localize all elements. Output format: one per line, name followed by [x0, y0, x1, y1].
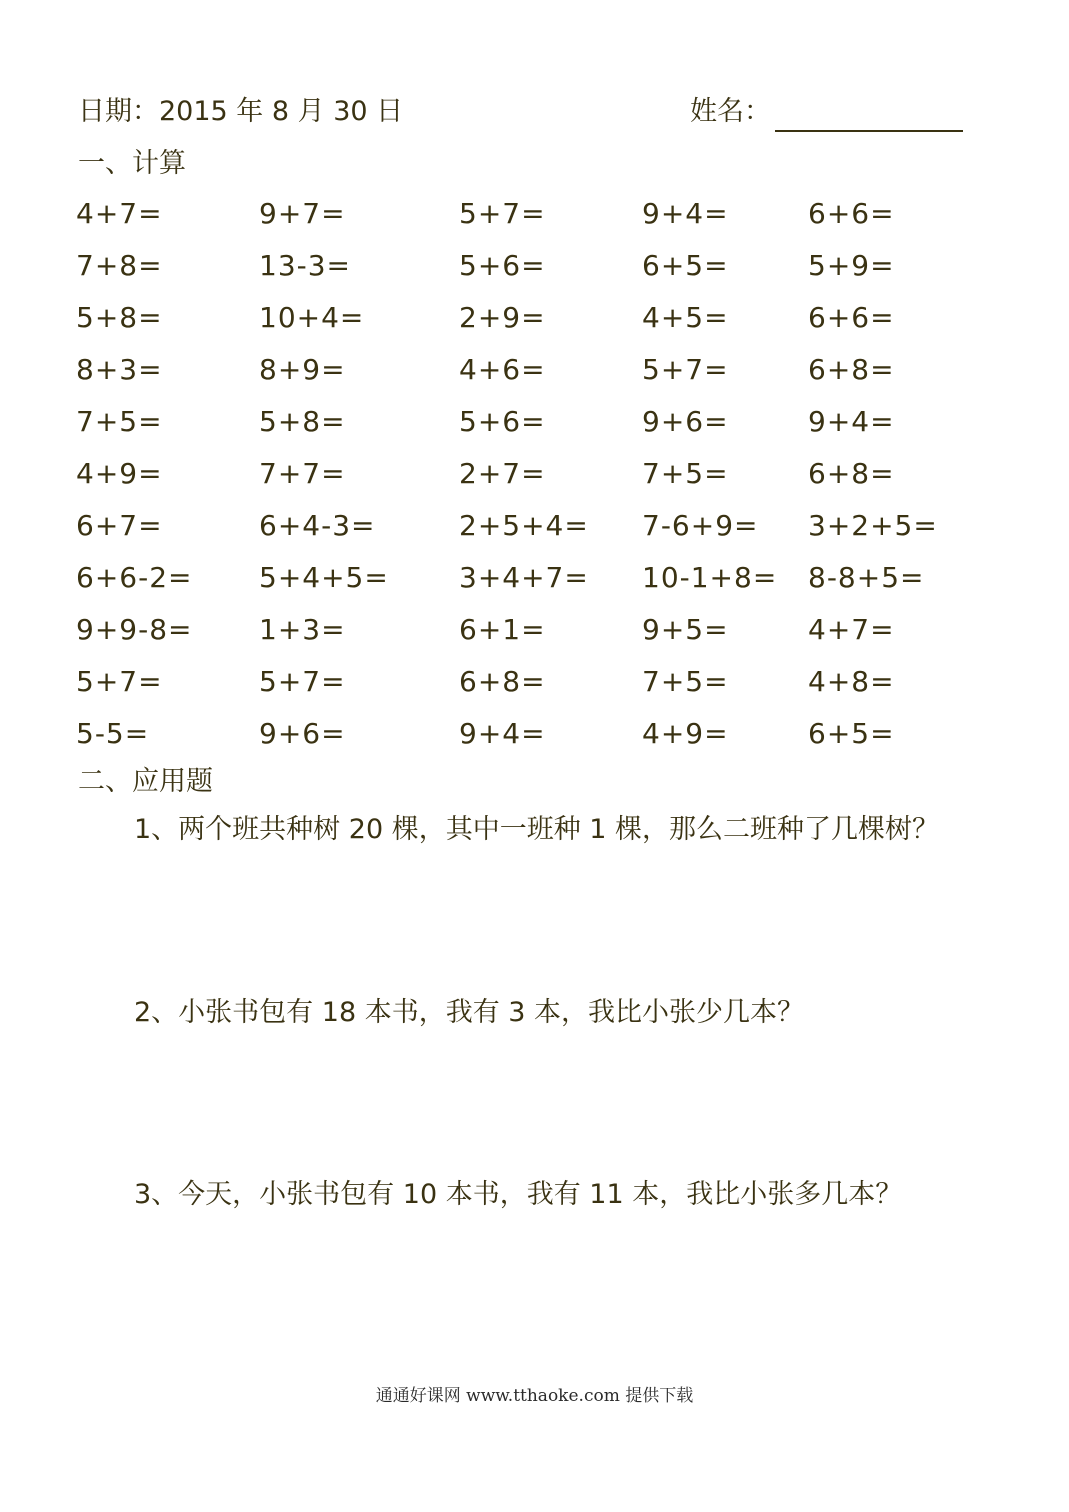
calc-problem: 7-6+9=: [642, 509, 759, 542]
calc-problem: 5+8=: [259, 405, 346, 438]
calc-row: [0, 608, 1069, 660]
calc-problem: 9+5=: [642, 613, 729, 646]
calc-problem: 10-1+8=: [642, 561, 778, 594]
calc-row: [0, 452, 1069, 504]
calculation-grid: [0, 192, 1069, 764]
calc-problem: 9+7=: [259, 197, 346, 230]
calc-problem: 8+9=: [259, 353, 346, 386]
name-label: 姓名：: [690, 96, 771, 127]
calc-row: [0, 192, 1069, 244]
calc-row: [0, 712, 1069, 764]
calc-problem: 1+3=: [259, 613, 346, 646]
calc-problem: 6+7=: [76, 509, 163, 542]
calc-problem: 4+5=: [642, 301, 729, 334]
calc-problem: 9+4=: [459, 717, 546, 750]
calc-problem: 2+5+4=: [459, 509, 589, 542]
calc-problem: 3+2+5=: [808, 509, 938, 542]
calc-problem: 4+8=: [808, 665, 895, 698]
calc-problem: 5+9=: [808, 249, 895, 282]
calc-problem: 6+1=: [459, 613, 546, 646]
calc-problem: 7+5=: [76, 405, 163, 438]
calc-problem: 10+4=: [259, 301, 365, 334]
calc-problem: 5+7=: [642, 353, 729, 386]
calc-problem: 6+6=: [808, 301, 895, 334]
calc-problem: 6+5=: [808, 717, 895, 750]
word-problem-3: 3、今天，小张书包有 10 本书，我有 11 本，我比小张多几本？: [134, 1179, 903, 1210]
calc-problem: 5+7=: [76, 665, 163, 698]
calc-problem: 6+8=: [808, 457, 895, 490]
calc-row: [0, 244, 1069, 296]
calc-row: [0, 348, 1069, 400]
calc-problem: 4+7=: [76, 197, 163, 230]
name-line: [690, 92, 963, 132]
calc-problem: 7+5=: [642, 665, 729, 698]
section-calc-title: 一、计算: [78, 148, 186, 179]
calc-row: [0, 504, 1069, 556]
calc-problem: 6+6=: [808, 197, 895, 230]
calc-problem: 5+7=: [459, 197, 546, 230]
word-problem-2: 2、小张书包有 18 本书，我有 3 本，我比小张少几本？: [134, 997, 805, 1028]
calc-problem: 5+7=: [259, 665, 346, 698]
calc-row: [0, 660, 1069, 712]
calc-problem: 5-5=: [76, 717, 150, 750]
calc-problem: 6+8=: [459, 665, 546, 698]
calc-problem: 7+5=: [642, 457, 729, 490]
calc-problem: 13-3=: [259, 249, 352, 282]
calc-problem: 9+4=: [808, 405, 895, 438]
calc-row: [0, 400, 1069, 452]
calc-problem: 5+6=: [459, 249, 546, 282]
calc-problem: 6+8=: [808, 353, 895, 386]
calc-problem: 8-8+5=: [808, 561, 925, 594]
calc-problem: 4+6=: [459, 353, 546, 386]
word-problem-1: 1、两个班共种树 20 棵，其中一班种 1 棵，那么二班种了几棵树？: [134, 814, 940, 845]
calc-problem: 4+7=: [808, 613, 895, 646]
calc-problem: 8+3=: [76, 353, 163, 386]
footer-source: 通通好课网 www.tthaoke.com 提供下载: [375, 1386, 694, 1406]
calc-problem: 7+7=: [259, 457, 346, 490]
calc-problem: 7+8=: [76, 249, 163, 282]
calc-row: [0, 296, 1069, 348]
calc-problem: 6+4-3=: [259, 509, 376, 542]
calc-problem: 9+9-8=: [76, 613, 193, 646]
calc-problem: 5+8=: [76, 301, 163, 334]
calc-problem: 4+9=: [642, 717, 729, 750]
calc-problem: 9+6=: [259, 717, 346, 750]
calc-problem: 9+4=: [642, 197, 729, 230]
calc-problem: 4+9=: [76, 457, 163, 490]
calc-problem: 2+9=: [459, 301, 546, 334]
calc-problem: 6+6-2=: [76, 561, 193, 594]
section-application-title: 二、应用题: [78, 766, 213, 797]
calc-problem: 2+7=: [459, 457, 546, 490]
calc-problem: 5+4+5=: [259, 561, 389, 594]
calc-problem: 5+6=: [459, 405, 546, 438]
calc-problem: 3+4+7=: [459, 561, 589, 594]
date-line: 日期：2015 年 8 月 30 日: [78, 96, 404, 127]
calc-problem: 9+6=: [642, 405, 729, 438]
calc-row: [0, 556, 1069, 608]
name-blank-line: [775, 98, 963, 132]
calc-problem: 6+5=: [642, 249, 729, 282]
